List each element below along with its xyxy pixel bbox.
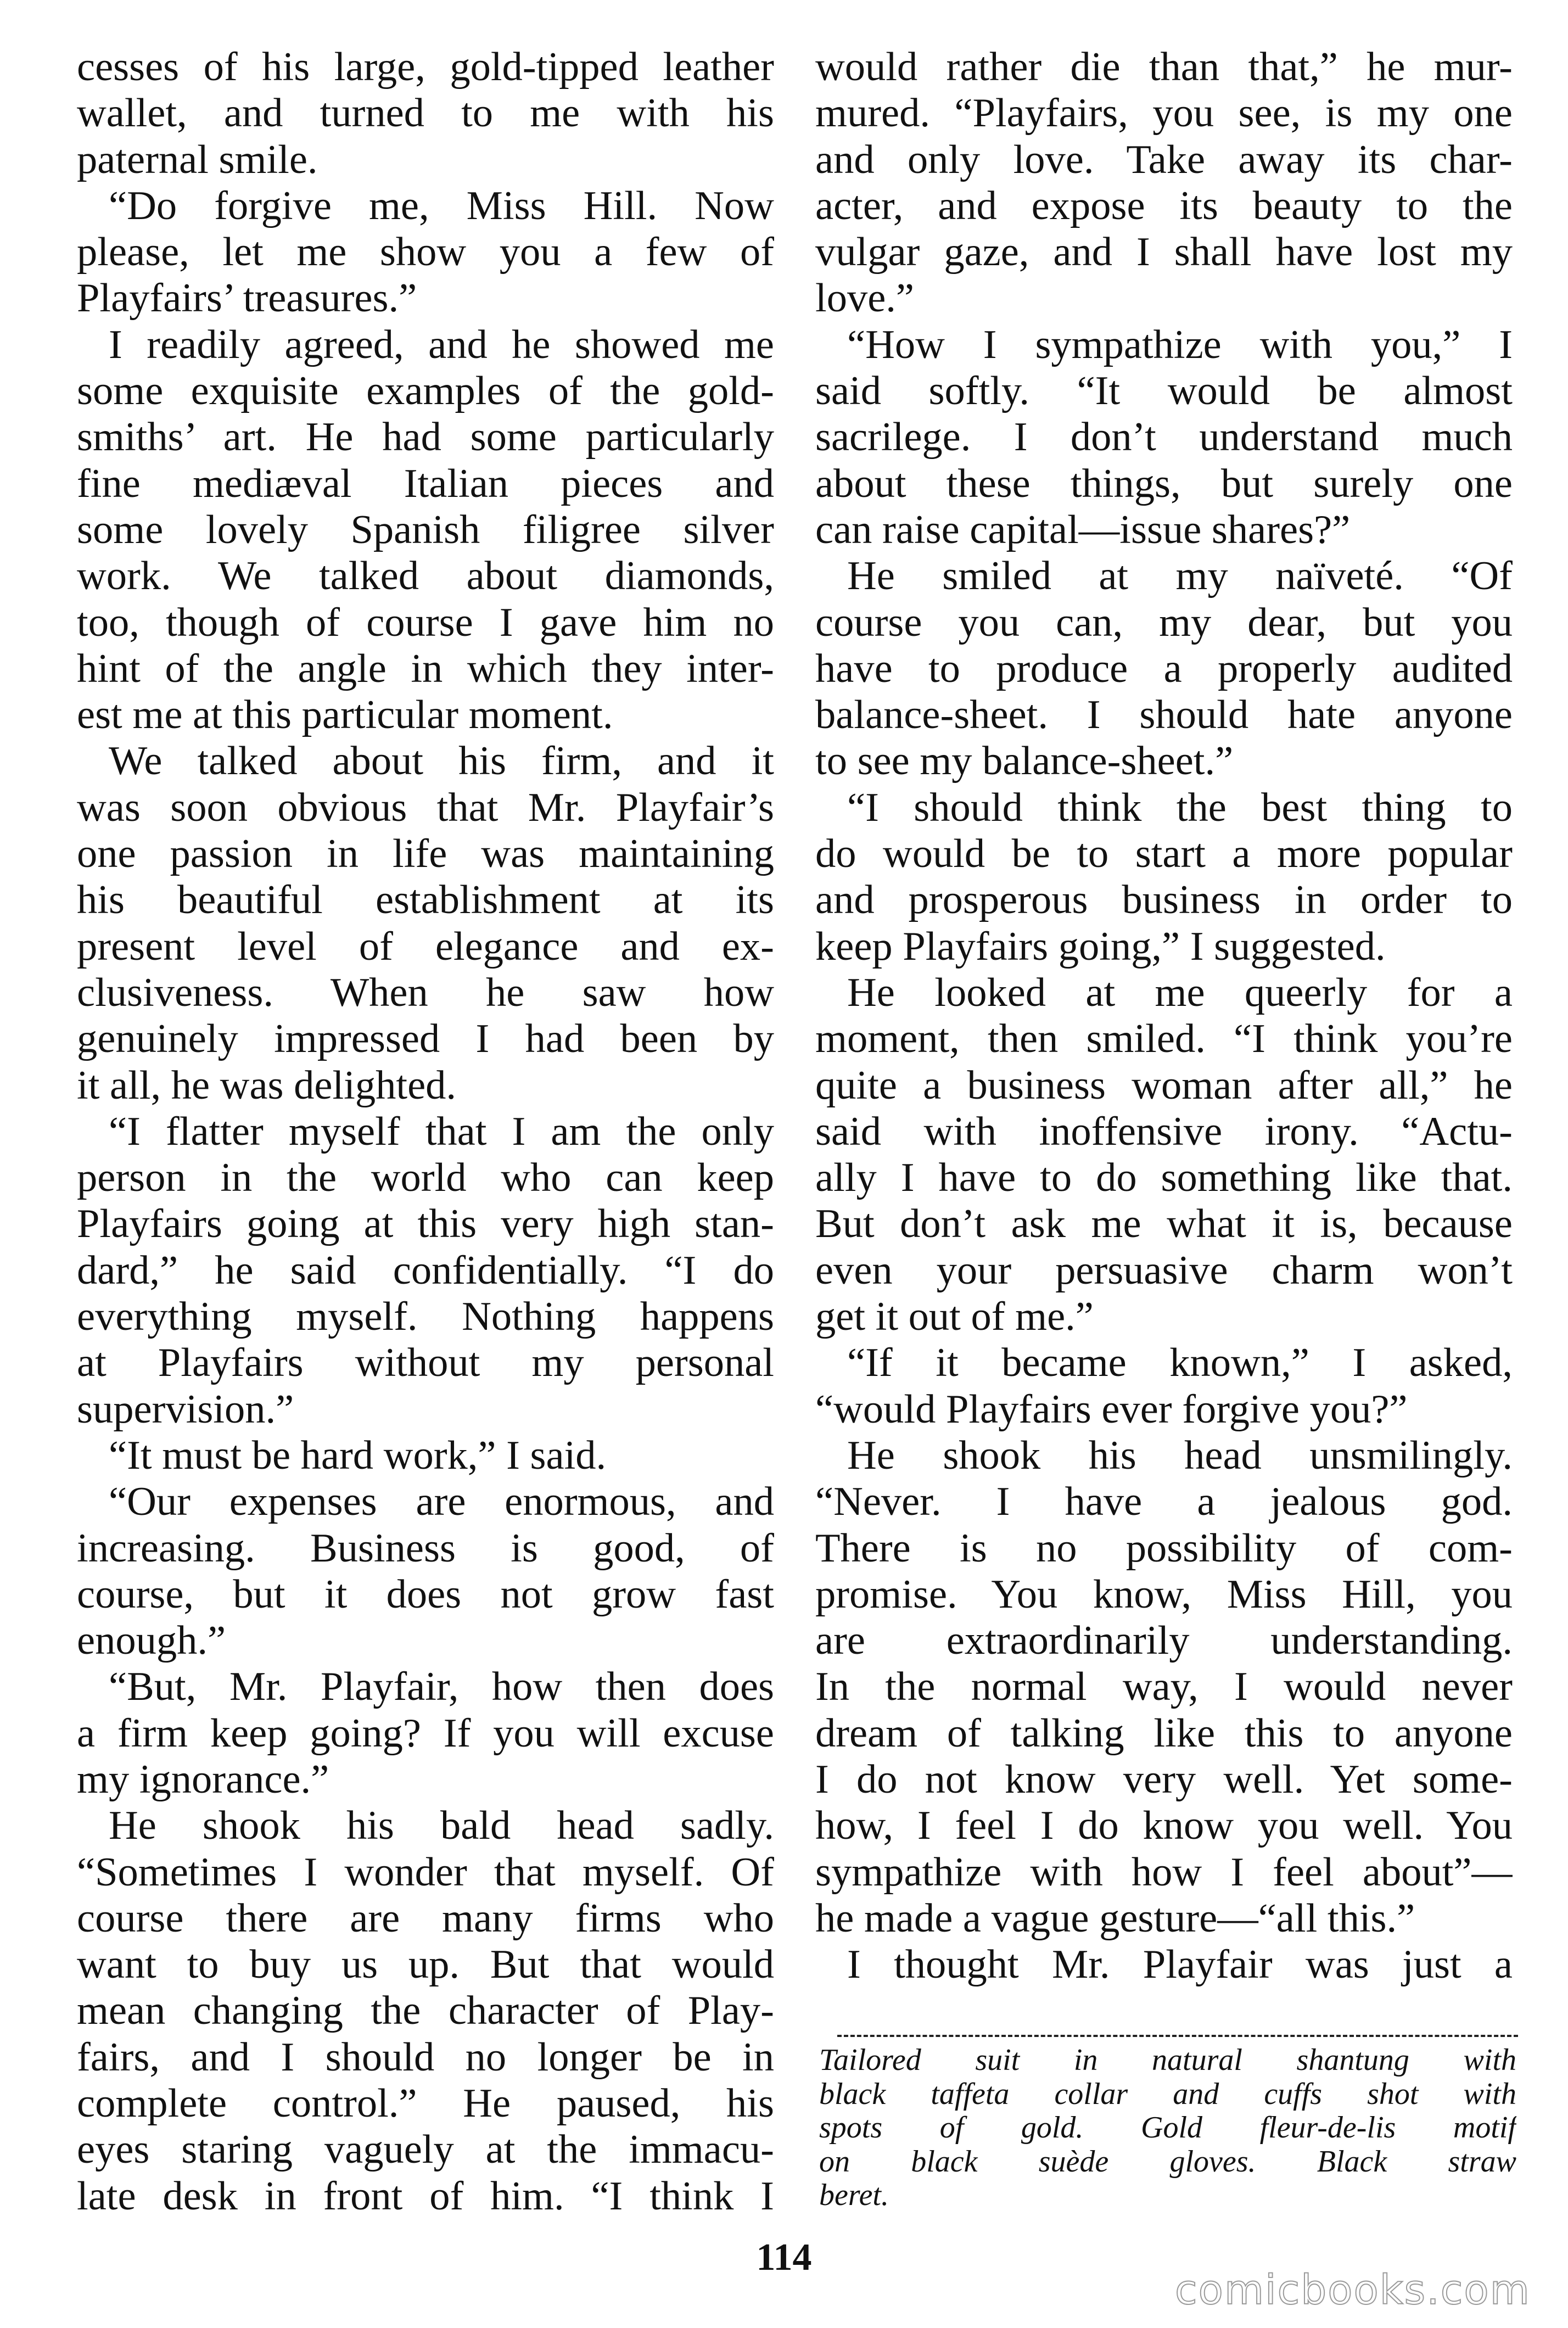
right-column-line: “How I sympathize with you,” I [847, 322, 1513, 367]
left-column-line: genuinely impressed I had been by [77, 1016, 774, 1062]
right-column-line: said with inoffensive irony. “Actu- [815, 1109, 1513, 1154]
right-column-line: I do not know very well. Yet some- [815, 1756, 1513, 1802]
fashion-caption [819, 2044, 1516, 2213]
caption-line: spots of gold. Gold fleur-de-lis motif [819, 2111, 1516, 2145]
left-column-line: smiths’ art. He had some particularly [77, 415, 774, 460]
left-column-line: my ignorance.” [77, 1756, 329, 1802]
left-text-column [77, 44, 774, 2219]
right-column-line: moment, then smiled. “I think you’re [815, 1016, 1513, 1062]
right-column-line: “would Playfairs ever forgive you?” [815, 1386, 1408, 1432]
caption-line: beret. [819, 2179, 889, 2212]
right-column-line: promise. You know, Miss Hill, you [815, 1571, 1513, 1617]
left-column-line: course, but it does not grow fast [77, 1571, 774, 1617]
right-column-line: But don’t ask me what it is, because [815, 1201, 1513, 1247]
right-column-line: I thought Mr. Playfair was just a [847, 1942, 1513, 1988]
left-column-line: too, though of course I gave him no [77, 600, 774, 645]
right-column-line: He smiled at my naïveté. “Of [847, 553, 1513, 599]
left-column-line: enough.” [77, 1618, 226, 1664]
right-column-line: dream of talking like this to anyone [815, 1710, 1513, 1756]
right-column-line: ally I have to do something like that. [815, 1155, 1513, 1201]
caption-line: Tailored suit in natural shantung with [819, 2044, 1516, 2077]
left-column-line: mean changing the character of Play- [77, 1988, 774, 2034]
right-column-line: “If it became known,” I asked, [847, 1340, 1513, 1386]
left-column-line: eyes staring vaguely at the immacu- [77, 2127, 774, 2173]
left-column-line: at Playfairs without my personal [77, 1340, 774, 1386]
right-column-line: He looked at me queerly for a [847, 970, 1513, 1015]
caption-divider [837, 2035, 1518, 2037]
right-column-line: do would be to start a more popular [815, 831, 1513, 877]
right-column-line: acter, and expose its beauty to the [815, 183, 1513, 228]
right-column-line: There is no possibility of com- [815, 1525, 1513, 1571]
left-column-line: course there are many firms who [77, 1895, 774, 1941]
right-column-line: love.” [815, 276, 914, 321]
right-column-line: He shook his head unsmilingly. [847, 1432, 1513, 1478]
left-column-line: “I flatter myself that I am the only [109, 1109, 774, 1154]
right-column-line: would rather die than that,” he mur- [815, 44, 1513, 89]
left-column-line: fairs, and I should no longer be in [77, 2034, 774, 2080]
left-column-line: a firm keep going? If you will excuse [77, 1710, 774, 1756]
page-number: 114 [756, 2236, 812, 2279]
right-column-line: sacrilege. I don’t understand much [815, 415, 1513, 460]
caption-line: black taffeta collar and cuffs shot with [819, 2077, 1516, 2111]
left-column-line: please, let me show you a few of [77, 230, 774, 275]
left-column-line: paternal smile. [77, 137, 318, 182]
right-column-line: are extraordinarily understanding. [815, 1618, 1513, 1664]
left-column-line: one passion in life was maintaining [77, 831, 774, 877]
left-column-line: late desk in front of him. “I think I [77, 2173, 774, 2219]
left-column-line: was soon obvious that Mr. Playfair’s [77, 785, 774, 830]
right-column-line: vulgar gaze, and I shall have lost my [815, 230, 1513, 275]
left-column-line: “But, Mr. Playfair, how then does [109, 1664, 774, 1710]
right-column-line: sympathize with how I feel about”— [815, 1849, 1513, 1895]
left-column-line: est me at this particular moment. [77, 692, 613, 738]
left-column-line: I readily agreed, and he showed me [109, 322, 774, 367]
right-column-line: balance-sheet. I should hate anyone [815, 692, 1513, 738]
right-column-line: how, I feel I do know you well. You [815, 1803, 1513, 1849]
watermark-text: comicbooks.com [1175, 2267, 1531, 2314]
right-column-line: about these things, but surely one [815, 461, 1513, 506]
right-column-line: course you can, my dear, but you [815, 600, 1513, 645]
caption-line: on black suède gloves. Black straw [819, 2145, 1516, 2179]
right-column-line: have to produce a properly audited [815, 646, 1513, 691]
right-column-line: he made a vague gesture—“all this.” [815, 1895, 1415, 1941]
left-column-line: He shook his bald head sadly. [109, 1803, 774, 1849]
left-column-line: hint of the angle in which they inter- [77, 646, 774, 691]
left-column-line: increasing. Business is good, of [77, 1525, 774, 1571]
right-column-line: “I should think the best thing to [847, 785, 1513, 830]
left-column-line: “Do forgive me, Miss Hill. Now [109, 183, 774, 228]
right-column-line: and only love. Take away its char- [815, 137, 1513, 182]
right-text-column [815, 44, 1513, 1988]
left-column-line: complete control.” He paused, his [77, 2081, 774, 2126]
left-column-line: Playfairs going at this very high stan- [77, 1201, 774, 1247]
right-column-line: even your persuasive charm won’t [815, 1247, 1513, 1293]
right-column-line: said softly. “It would be almost [815, 368, 1513, 414]
left-column-line: want to buy us up. But that would [77, 1942, 774, 1988]
left-column-line: “It must be hard work,” I said. [109, 1432, 607, 1478]
left-column-line: everything myself. Nothing happens [77, 1294, 774, 1340]
right-column-line: “Never. I have a jealous god. [815, 1479, 1513, 1525]
left-column-line: some lovely Spanish filigree silver [77, 507, 774, 552]
left-column-line: person in the world who can keep [77, 1155, 774, 1201]
right-column-line: quite a business woman after all,” he [815, 1062, 1513, 1108]
right-column-line: In the normal way, I would never [815, 1664, 1513, 1710]
left-column-line: cesses of his large, gold-tipped leather [77, 44, 774, 89]
left-column-line: Playfairs’ treasures.” [77, 276, 417, 321]
left-column-line: work. We talked about diamonds, [77, 553, 774, 599]
left-column-line: some exquisite examples of the gold- [77, 368, 774, 414]
left-column-line: “Sometimes I wonder that myself. Of [77, 1849, 774, 1895]
left-column-line: present level of elegance and ex- [77, 924, 774, 969]
left-column-line: dard,” he said confidentially. “I do [77, 1247, 774, 1293]
left-column-line: “Our expenses are enormous, and [109, 1479, 774, 1525]
right-column-line: mured. “Playfairs, you see, is my one [815, 91, 1513, 136]
right-column-line: to see my balance-sheet.” [815, 738, 1234, 784]
right-column-line: keep Playfairs going,” I suggested. [815, 924, 1386, 969]
right-column-line: can raise capital—issue shares?” [815, 507, 1351, 552]
left-column-line: it all, he was delighted. [77, 1062, 457, 1108]
left-column-line: wallet, and turned to me with his [77, 91, 774, 136]
left-column-line: fine mediæval Italian pieces and [77, 461, 774, 506]
right-column-line: and prosperous business in order to [815, 877, 1513, 923]
left-column-line: We talked about his firm, and it [109, 738, 774, 784]
left-column-line: supervision.” [77, 1386, 294, 1432]
left-column-line: clusiveness. When he saw how [77, 970, 774, 1015]
right-column-line: get it out of me.” [815, 1294, 1094, 1340]
left-column-line: his beautiful establishment at its [77, 877, 774, 923]
